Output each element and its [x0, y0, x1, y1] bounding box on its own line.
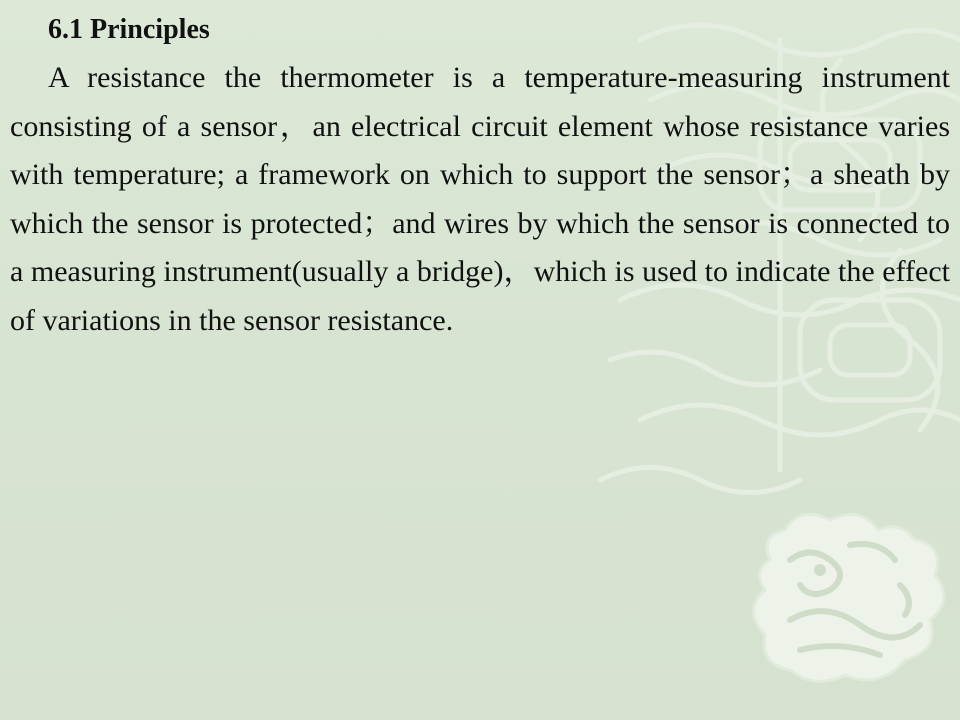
text-content — [10, 8, 950, 345]
ornament-creature — [754, 514, 944, 681]
section-heading: 6.1 Principles — [48, 14, 210, 45]
body-paragraph: A resistance the thermometer is a temperature-measuring instrument consisting of a sensor，an electrical circuit element whose resistance varies with temperature; a framework on which to support the sensor；a sheath by which the sensor is protected；and wires by which the sensor is connected to a measuring instrument(usually a bridge)，which is used to indicate the effect of variations in the sensor resistance. — [10, 61, 950, 337]
